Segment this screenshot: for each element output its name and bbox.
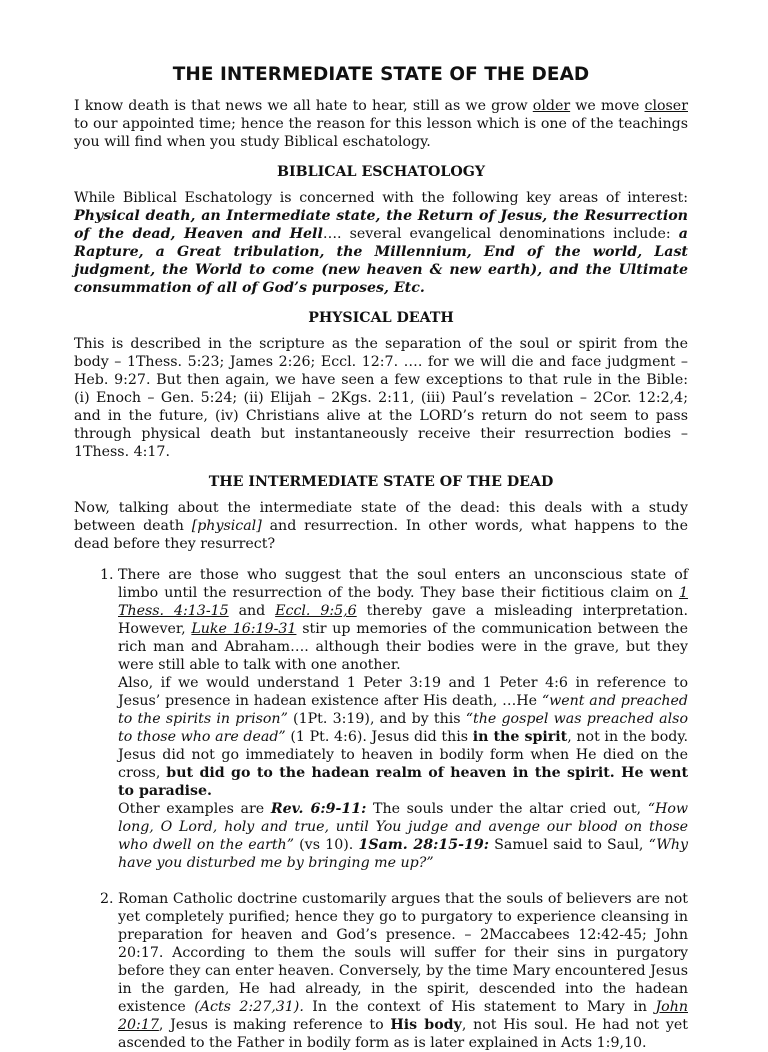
- item1-text-11: (vs 10).: [293, 837, 359, 853]
- item2-text-1: Roman Catholic doctrine customarily argues that the souls of believers are not yet completely purified; hence they go to purgatory to experience cleansing in preparation for heaven and God’s presence. – 2Maccabees 12:42-45; John 20:17. According to them the souls will suffer for their sins in purgatory before they can enter heaven. Conversely, by the time Mary encountered Jesus in the garden, He had already, in the spirit, descended into the hadean existence: [118, 891, 688, 1015]
- emphasis-in-the-spirit: in the spirit: [472, 729, 568, 745]
- ref-acts: (Acts 2:27,31).: [194, 999, 304, 1015]
- quote-why-disturbed: “Why have you disturbed me by bringing me up?”: [118, 837, 689, 871]
- physical-death-paragraph: This is described in the scripture as the separation of the soul or spirit from the body – 1Thess. 5:23; James 2:26; Eccl. 12:7. …. for we will die and face judgment – Heb. 9:27. But then again, we have seen a few exceptions to that rule in the Bible: (i) Enoch – Gen. 5:24; (ii) Elijah – 2Kgs. 2:11, (iii) Paul’s revelation – 2Cor. 12:2,4; and in the future, (iv) Christians alive at the LORD’s return do not seem to pass through physical death but instantaneously receive their resurrection bodies – 1Thess. 4:17.: [74, 336, 688, 460]
- heading-physical-death: PHYSICAL DEATH: [308, 310, 454, 326]
- intro-text-3: to our appointed time; hence the reason for this lesson which is one of the teachings you will find when you study Biblical eschatology.: [74, 116, 688, 150]
- eschatology-paragraph: [74, 189, 688, 297]
- intro-text-2: we move: [570, 98, 645, 114]
- eschatology-text-1: While Biblical Eschatology is concerned with the following key areas of interest:: [74, 190, 688, 206]
- quote-how-long: “How long, O Lord, holy and true, until You judge and avenge our blood on those who dwell on the earth”: [118, 801, 688, 853]
- quote-gospel-preached: “the gospel was preached also to those who are dead”: [118, 711, 689, 745]
- list-item-1: [118, 566, 688, 872]
- heading-biblical-eschatology: BIBLICAL ESCHATOLOGY: [277, 164, 485, 180]
- ref-1-sam: 1Sam. 28:15-19:: [358, 837, 489, 853]
- item1-text-10: The souls under the altar cried out,: [366, 801, 648, 817]
- ref-1-thess: 1 Thess. 4:13-15: [118, 585, 688, 619]
- intermediate-text-2: and resurrection. In other words, what happens to the dead before they resurrect?: [74, 518, 688, 552]
- item1-text-12: Samuel said to Saul,: [488, 837, 649, 853]
- document-body: [74, 62, 688, 1052]
- item1-text-4: stir up memories of the communication between the rich man and Abraham…. although their bodies were in the grave, but they were still able to talk with one another.: [118, 621, 689, 673]
- item1-text-6: (1Pt. 3:19), and by this: [287, 711, 466, 727]
- ref-john: John 20:17: [118, 999, 688, 1033]
- intermediate-state-paragraph: [74, 499, 688, 553]
- item1-text-7: (1 Pt. 4:6). Jesus did this: [285, 729, 473, 745]
- item2-text-2: In the context of His statement to Mary in: [303, 999, 656, 1015]
- eschatology-denominations: a Rapture, a Great tribulation, the Millennium, End of the world, Last judgment, the World to come (new heaven & new earth), and the Ultimate consummation of all of God’s purposes, Etc.: [74, 226, 688, 296]
- numbered-list: [74, 566, 688, 1052]
- intermediate-text-1: Now, talking about the intermediate state of the dead: this deals with a study between death: [74, 500, 688, 534]
- intro-older: older: [532, 98, 571, 114]
- item1-text-8: , not in the body. Jesus did not go immediately to heaven in bodily form when He died on the cross,: [118, 729, 689, 781]
- list-item-2: [118, 890, 688, 1052]
- emphasis-his-body: His body: [390, 1017, 462, 1033]
- ref-rev: Rev. 6:9-11:: [270, 801, 367, 817]
- item2-text-3: , Jesus is making reference to: [158, 1017, 391, 1033]
- intro-paragraph: [74, 97, 688, 151]
- item1-text-5: Also, if we would understand 1 Peter 3:19 and 1 Peter 4:6 in reference to Jesus’ presence in hadean existence after His death, …He: [118, 675, 688, 709]
- item1-text-2: and: [228, 603, 276, 619]
- intro-text-1: I know death is that news we all hate to hear, still as we grow: [74, 98, 533, 114]
- eschatology-text-2: …. several evangelical denominations include:: [322, 226, 679, 242]
- item1-text-3: thereby gave a misleading interpretation. However,: [118, 603, 688, 637]
- ref-luke: Luke 16:19-31: [191, 621, 297, 637]
- document-title: THE INTERMEDIATE STATE OF THE DEAD: [172, 64, 590, 85]
- item1-text-1: There are those who suggest that the soul enters an unconscious state of limbo until the resurrection of the body. They base their fictitious claim on: [118, 567, 688, 601]
- quote-preached-spirits: “went and preached to the spirits in prison”: [118, 693, 688, 727]
- emphasis-hadean-realm: but did go to the hadean realm of heaven in the spirit. He went to paradise.: [118, 765, 689, 799]
- heading-intermediate-state: THE INTERMEDIATE STATE OF THE DEAD: [208, 474, 554, 490]
- item2-text-4: , not His soul. He had not yet ascended to the Father in bodily form as is later explained in Acts 1:9,10.: [118, 1017, 688, 1051]
- item1-text-9: Other examples are: [118, 801, 271, 817]
- eschatology-key-areas: Physical death, an Intermediate state, the Return of Jesus, the Resurrection of the dead, Heaven and Hell: [74, 208, 688, 242]
- ref-eccl: Eccl. 9:5,6: [275, 603, 357, 619]
- intermediate-physical: [physical]: [191, 518, 262, 534]
- intro-closer: closer: [644, 98, 688, 114]
